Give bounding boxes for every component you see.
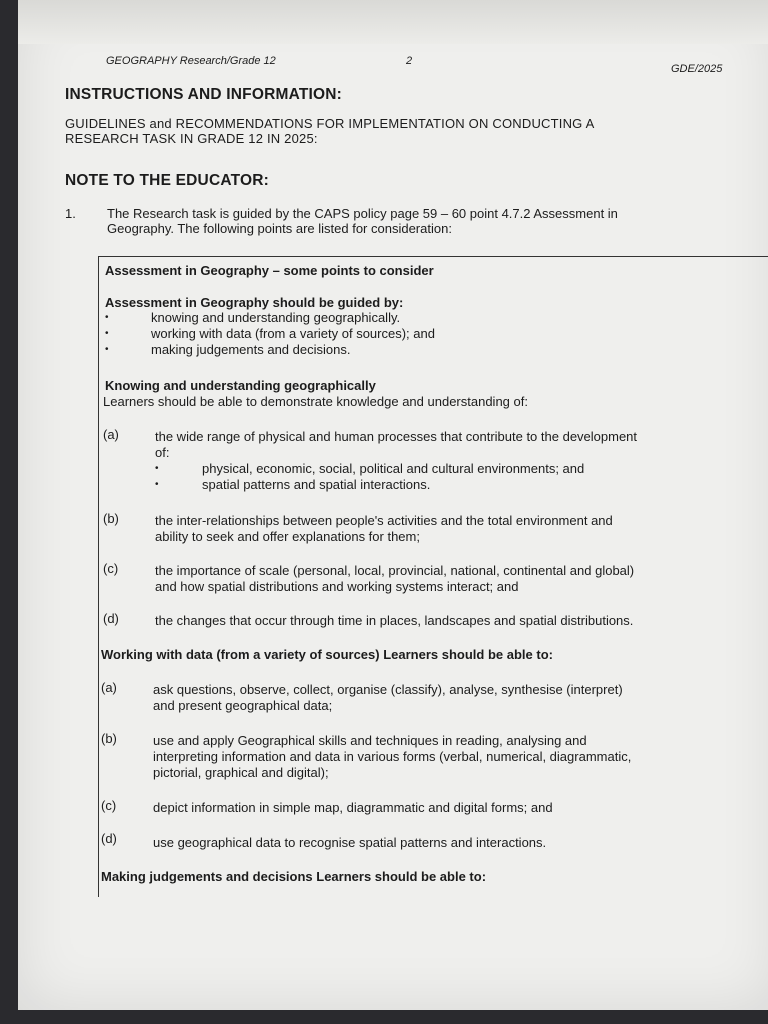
judgements-heading: Making judgements and decisions Learners should be able to: <box>101 869 487 884</box>
knowing-heading: Knowing and understanding geographically <box>105 378 376 393</box>
document-page <box>18 0 768 1010</box>
working-d-line-1: use geographical data to recognise spatial patterns and interactions. <box>153 835 547 850</box>
knowing-d-label: (d) <box>103 611 119 626</box>
box-title: Assessment in Geography – some points to consider <box>105 263 434 278</box>
working-c-line-1: depict information in simple map, diagrammatic and digital forms; and <box>153 800 553 815</box>
working-b-label: (b) <box>101 731 117 746</box>
bullet-3: • <box>105 344 109 355</box>
knowing-c-line-2: and how spatial distributions and working systems interact; and <box>155 579 519 594</box>
point-text-line-1: The Research task is guided by the CAPS policy page 59 – 60 point 4.7.2 Assessment in <box>107 206 618 221</box>
working-heading: Working with data (from a variety of sources) Learners should be able to: <box>101 647 553 662</box>
bullet-2: • <box>105 328 109 339</box>
knowing-b-line-2: ability to seek and offer explanations for them; <box>155 529 420 544</box>
bullet-1: • <box>105 312 109 323</box>
guided-item-1: knowing and understanding geographically. <box>151 310 401 325</box>
working-b-line-3: pictorial, graphical and digital); <box>153 765 329 780</box>
sub-bullet-2: • <box>155 479 159 490</box>
page-header <box>106 55 766 73</box>
guided-heading: Assessment in Geography should be guided by: <box>105 295 404 310</box>
page-title: INSTRUCTIONS AND INFORMATION: <box>65 86 343 103</box>
header-subject: GEOGRAPHY Research/Grade 12 <box>106 55 276 67</box>
header-code: GDE/2025 <box>671 63 723 75</box>
guided-item-2: working with data (from a variety of sources); and <box>151 326 435 341</box>
working-a-line-1: ask questions, observe, collect, organise (classify), analyse, synthesise (interpret) <box>153 682 623 697</box>
working-a-label: (a) <box>101 680 117 695</box>
point-number: 1. <box>65 206 76 221</box>
knowing-c-line-1: the importance of scale (personal, local, provincial, national, continental and global) <box>155 563 635 578</box>
page-curl-shadow <box>18 0 768 44</box>
working-a-line-2: and present geographical data; <box>153 698 333 713</box>
knowing-a-line-1: the wide range of physical and human processes that contribute to the development <box>155 429 638 444</box>
knowing-c-label: (c) <box>103 561 119 576</box>
guidelines-subtitle <box>65 116 715 146</box>
sub-bullet-1: • <box>155 463 159 474</box>
knowing-intro: Learners should be able to demonstrate knowledge and understanding of: <box>103 394 528 409</box>
guided-item-3: making judgements and decisions. <box>151 342 351 357</box>
knowing-d-line-1: the changes that occur through time in places, landscapes and spatial distributions. <box>155 613 634 628</box>
knowing-a-sub-1: physical, economic, social, political and cultural environments; and <box>202 461 585 476</box>
working-c-label: (c) <box>101 798 117 813</box>
working-b-line-2: interpreting information and data in various forms (verbal, numerical, diagrammatic, <box>153 749 632 764</box>
working-b-line-1: use and apply Geographical skills and techniques in reading, analysing and <box>153 733 587 748</box>
knowing-b-label: (b) <box>103 511 119 526</box>
subtitle-line-1: GUIDELINES and RECOMMENDATIONS FOR IMPLEMENTATION ON CONDUCTING A <box>65 116 595 131</box>
header-page-number: 2 <box>406 55 413 67</box>
knowing-b-line-1: the inter-relationships between people's activities and the total environment and <box>155 513 613 528</box>
knowing-a-line-2: of: <box>155 445 170 460</box>
point-text-line-2: Geography. The following points are listed for consideration: <box>107 221 452 236</box>
assessment-box <box>98 256 768 897</box>
note-heading: NOTE TO THE EDUCATOR: <box>65 172 269 189</box>
point-text <box>107 206 757 236</box>
knowing-a-sub-2: spatial patterns and spatial interactions. <box>202 477 431 492</box>
working-d-label: (d) <box>101 831 117 846</box>
knowing-a-label: (a) <box>103 427 119 442</box>
subtitle-line-2: RESEARCH TASK IN GRADE 12 IN 2025: <box>65 131 318 146</box>
